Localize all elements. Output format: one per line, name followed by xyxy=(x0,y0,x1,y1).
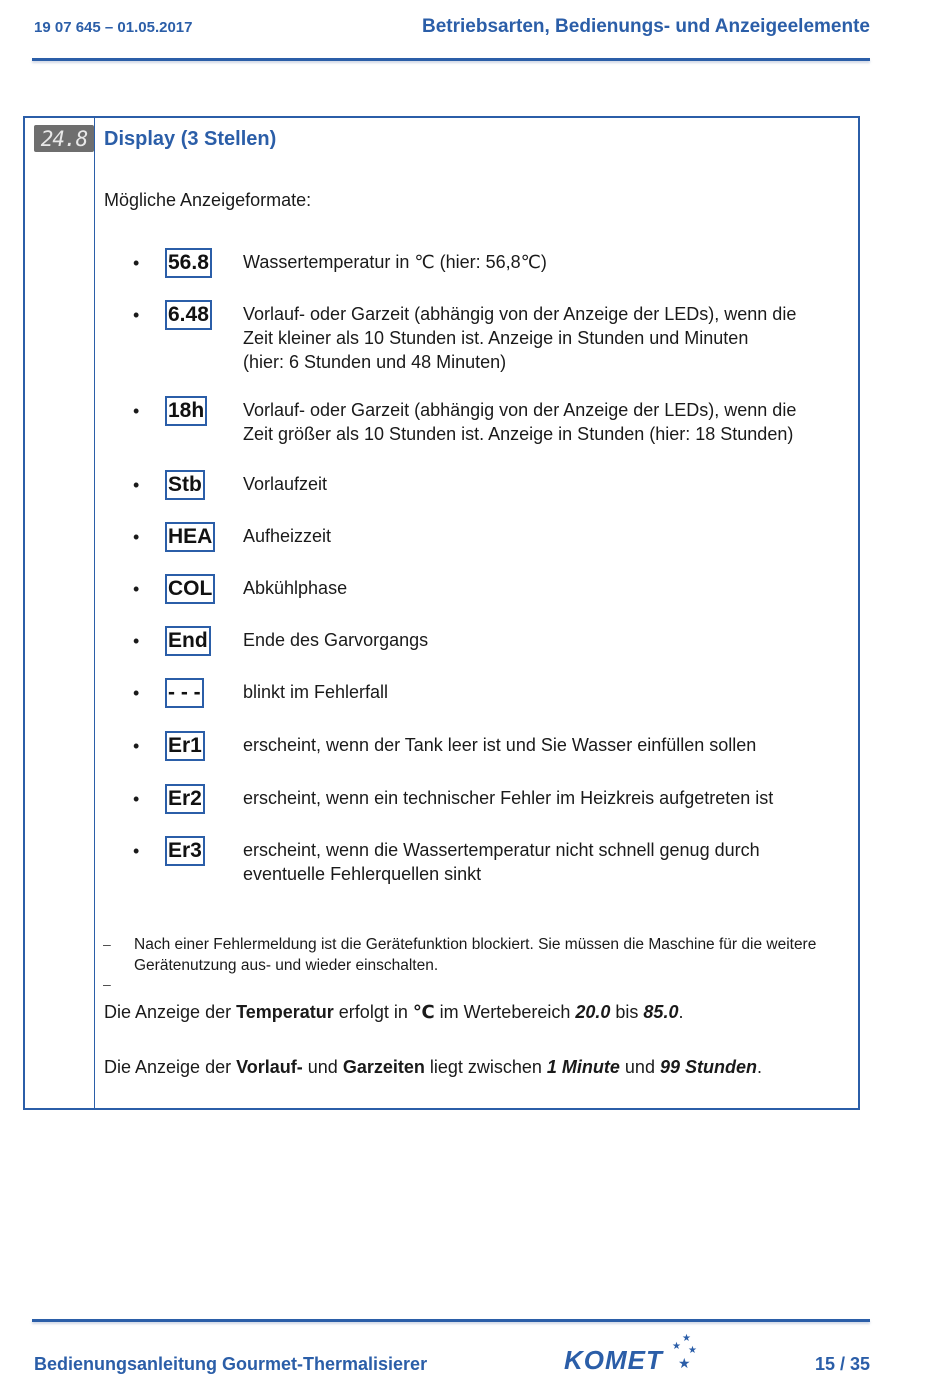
format-description: Aufheizzeit xyxy=(243,526,332,546)
format-description: Vorlauf- oder Garzeit (abhängig von der Anzeige der LEDs), wenn die Zeit größer als 10 Stunden ist. Anzeige in Stunden (hier: 18 Stunden) xyxy=(243,400,797,444)
column-divider xyxy=(94,118,95,1108)
bullet-icon: • xyxy=(133,475,140,495)
manual-title: Bedienungsanleitung Gourmet-Thermalisierer xyxy=(34,1354,428,1374)
note-dash: – xyxy=(103,936,111,952)
temperature-range-text: Die Anzeige der Temperatur erfolgt in ℃ im Wertebereich 20.0 bis 85.0. xyxy=(104,1002,684,1022)
bullet-icon: • xyxy=(133,736,140,756)
bullet-icon: • xyxy=(133,789,140,809)
bullet-icon: • xyxy=(133,305,140,325)
display-code: Stb xyxy=(165,470,205,500)
document-number: 19 07 645 – 01.05.2017 xyxy=(34,19,193,36)
section-heading: Display (3 Stellen) xyxy=(104,128,277,150)
display-code: 56.8 xyxy=(165,248,212,278)
display-code: 6.48 xyxy=(165,300,212,330)
display-code: End xyxy=(165,626,211,656)
header-rule xyxy=(32,58,870,61)
display-code: COL xyxy=(165,574,215,604)
display-code: HEA xyxy=(165,522,215,552)
bullet-icon: • xyxy=(133,253,140,273)
format-description: blinkt im Fehlerfall xyxy=(243,682,389,702)
bullet-icon: • xyxy=(133,841,140,861)
display-code: Er1 xyxy=(165,731,205,761)
display-code: Er3 xyxy=(165,836,205,866)
time-range-text: Die Anzeige der Vorlauf- und Garzeiten liegt zwischen 1 Minute und 99 Stunden. xyxy=(104,1057,762,1077)
star-icon: ★ xyxy=(678,1355,691,1371)
section-title: Betriebsarten, Bedienungs- und Anzeigeelemente xyxy=(422,16,870,37)
display-icon-digits: 24.8 xyxy=(40,126,88,151)
format-description: Ende des Garvorgangs xyxy=(243,630,429,650)
error-note: Nach einer Fehlermeldung ist die Gerätefunktion blockiert. Sie müssen die Maschine für die weitere Gerätenutzung aus- und wieder einschalten. xyxy=(134,936,817,974)
logo-wordmark: KOMET xyxy=(564,1345,663,1375)
display-icon xyxy=(34,125,94,152)
komet-logo xyxy=(564,1333,704,1377)
format-description: erscheint, wenn ein technischer Fehler im Heizkreis aufgetreten ist xyxy=(243,788,774,808)
display-code: Er2 xyxy=(165,784,205,814)
star-icon: ★ xyxy=(682,1333,691,1344)
star-icon: ★ xyxy=(688,1345,697,1356)
intro-text: Mögliche Anzeigeformate: xyxy=(104,190,312,210)
format-description: Wassertemperatur in ℃ (hier: 56,8℃) xyxy=(243,252,547,272)
format-description: Vorlauf- oder Garzeit (abhängig von der Anzeige der LEDs), wenn die Zeit kleiner als 10 Stunden ist. Anzeige in Stunden und Minuten (hier: 6 Stunden und 48 Minuten) xyxy=(243,304,797,372)
bullet-icon: • xyxy=(133,527,140,547)
bullet-icon: • xyxy=(133,683,140,703)
format-description: Vorlaufzeit xyxy=(243,474,328,494)
star-icon: ★ xyxy=(672,1341,681,1352)
display-code: - - - xyxy=(165,678,204,708)
format-description: erscheint, wenn die Wassertemperatur nicht schnell genug durch eventuelle Fehlerquellen sinkt xyxy=(243,840,760,884)
format-description: erscheint, wenn der Tank leer ist und Sie Wasser einfüllen sollen xyxy=(243,735,757,755)
bullet-icon: • xyxy=(133,401,140,421)
display-code: 18h xyxy=(165,396,207,426)
bullet-icon: • xyxy=(133,579,140,599)
bullet-icon: • xyxy=(133,631,140,651)
footer-rule xyxy=(32,1319,870,1322)
format-description: Abkühlphase xyxy=(243,578,348,598)
note-dash-empty: – xyxy=(103,976,111,992)
page-number: 15 / 35 xyxy=(814,1354,870,1374)
